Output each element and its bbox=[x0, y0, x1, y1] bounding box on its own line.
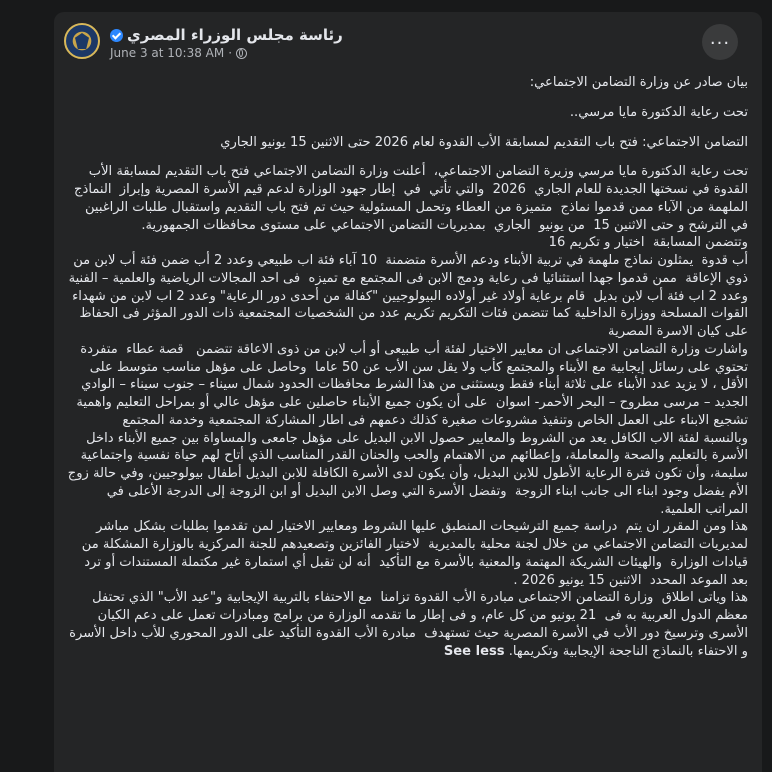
post-timestamp[interactable]: June 3 at 10:38 AM bbox=[110, 46, 225, 60]
post-header bbox=[54, 12, 762, 72]
post-card bbox=[54, 12, 762, 772]
post-meta: June 3 at 10:38 AM · bbox=[110, 46, 247, 60]
post-paragraph-main bbox=[66, 163, 748, 660]
verified-badge-icon bbox=[110, 29, 123, 42]
see-less-link[interactable]: See less bbox=[443, 643, 505, 659]
post-main-text: تحت رعاية الدكتورة مايا مرسي وزيرة التضامن الاجتماعي، أعلنت وزارة التضامن الاجتماعي فتح باب التقديم لمسابقة الأب القدوة في نسختها الجديدة للعام الجاري 2026 والتي تأتي في إطار جهود الوزارة لدعم قيم الأسرة المصرية وإبراز النماذج الملهمة من الآباء ممن قدموا نماذج متميزة من العطاء وتحمل المسئولية حيث تم فتح باب التقديم واستقبال طلبات الراغبين في الترشح و حتى الاثنين 15 من يونيو الجاري بمديريات التضامن الاجتماعي على مستوى محافظات الجمهورية. وتتضمن المسابقة اختيار و تكريم 16 أب قدوة يمثلون نماذج ملهمة في تربية الأبناء ودعم الأسرة متضمنة 10 آباء فئة اب طبيعي وعدد 2 أب ضمن فئة أب لابن من ذوي الإعاقة ممن قدموا جهدا استثنائيا فى رعاية ودمج الابن فى المجتمع مع تميزه فى احد المجالات الرياضية والعلمية – الفنية وعدد 2 اب فئة أب لابن بديل قام برعاية أولاد غير أولاده البيولوجيين "كفالة من أحدى دور الرعاية" وعدد 2 اب لابن من شهداء القوات المسلحة ووزارة الداخلية كما تتضمن فئات التكريم تكريم عدد من الشخصيات المجتمعية ذات الدور المؤثر فى الحفاظ على كيان الاسرة المصرية واشارت وزارة التضامن الاجتماعى ان معايير الاختيار لفئة أب طبيعى أو أب لابن من ذوى الاعاقة تتضمن قصة عطاء متفردة تحتوي على رسائل إيجابية مع الأبناء والمجتمع كأب ولا يقل سن الأب عن 50 عاما وحاصل على مؤهل مناسب متوسط على الأقل ، لا يزيد عدد الأبناء على ثلاثة أبناء فقط ويستثنى من هذا الشرط محافظات الحدود شمال سيناء – جنوب سيناء – الوادي الجديد – مرسى مطروح – البحر الأحمر- اسوان على أن يكون جميع الأبناء حاصلين على مؤهل عالي أو بمراحل التعليم واهمية تشجيع الابناء على العمل الخاص وتنفيذ مشروعات صغيرة كذلك دعمهم فى اطار المشاركة المجتمعية وخدمة المجتمع وبالنسبة لفئة الاب الكافل يعد من الشروط والمعايير حصول الابن البديل على مؤهل جامعى والمساواة بين جميع الأبناء داخل الأسرة بالتعليم والصحة والمعاملة، وإعطائهم من الاهتمام والحب والحنان القدر المناسب الذي أتاح لهم حياة نفسية واجتماعية سليمة، وأن تكون فترة الرعاية الأطول للابن البديل، وأن يكون لدى الأسرة الكافلة للابن البديل أطفال بيولوجيين، وفي حالة زوج الأم يفضل وجود ابناء الى جانب ابناء الزوجة وتفضل الأسرة التي وصل الابن البديل أو ابن الزوجة إلى الدرجة الأعلى في المراتب العلمية. هذا ومن المقرر ان يتم دراسة جميع الترشيحات المنطبق عليها الشروط ومعايير الاختيار لمن تقدموا بطلبات بشكل مباشر لمديريات التضامن الاجتماعي من خلال لجنة محلية بالمديرية لاختيار الفائزين وتصعيدهم للجنة المركزية بالوزارة المشكلة من قيادات الوزارة والهيئات الشريكة المهتمة والمعنية بالأسرة مع التأكيد أنه لن تقبل أي استمارة غير مكتملة المستندات أو ترد بعد الموعد المحدد الاثنين 15 يونيو 2026 . هذا وياتى اطلاق وزارة التضامن الاجتماعى مبادرة الأب القدوة تزامنا مع الاحتفاء بالتربية الإيجابية و"عيد الأب" الذي تحتفل معظم الدول العربية به فى 21 يونيو من كل عام، و فى إطار ما تقدمه الوزارة من برامج ومبادرات تعمل على دعم الكيان الأسرى وترسيخ دور الأب في الأسرة المصرية حيث تستهدف مبادرة الأب القدوة التأكيد على الدور المحوري للأب داخل الأسرة و الاحتفاء بالنماذج الناجحة الإيجابية وتكريمها. bbox=[67, 164, 748, 659]
globe-icon bbox=[236, 48, 247, 59]
more-horizontal-icon: ... bbox=[709, 28, 731, 49]
page-avatar[interactable] bbox=[64, 23, 100, 59]
page-name[interactable]: رئاسة مجلس الوزراء المصري bbox=[127, 26, 343, 44]
more-options-button[interactable] bbox=[702, 24, 738, 60]
eagle-emblem-icon bbox=[75, 33, 89, 49]
post-paragraph: بيان صادر عن وزارة التضامن الاجتماعي: bbox=[529, 75, 748, 90]
page-name-row bbox=[110, 24, 343, 46]
post-text bbox=[66, 74, 748, 660]
post-paragraph: تحت رعاية الدكتورة مايا مرسي.. bbox=[569, 104, 748, 120]
post-paragraph: التضامن الاجتماعي: فتح باب التقديم لمسابقة الأب القدوة لعام 2026 حتى الاثنين 15 يونيو الجاري bbox=[220, 134, 748, 150]
